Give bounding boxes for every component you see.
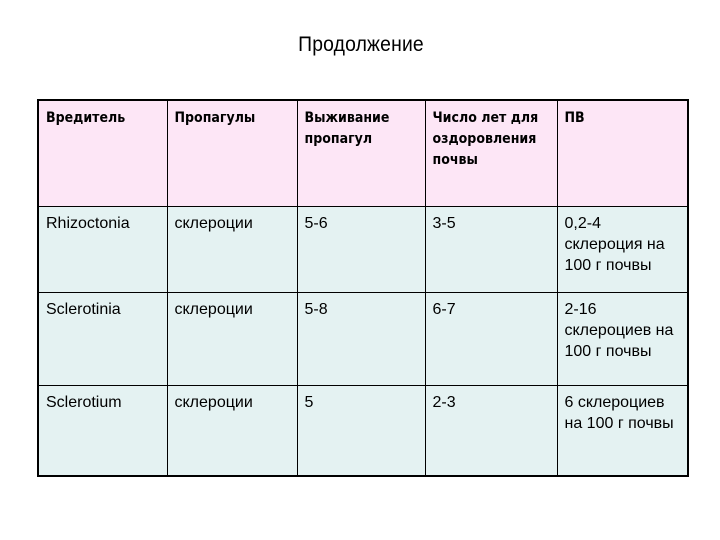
cell-recovery-years: 2-3 — [425, 385, 557, 476]
cell-recovery-years: 6-7 — [425, 292, 557, 385]
header-soil-recovery-years: Число лет для оздоровления почвы — [425, 100, 557, 206]
page-title: Продолжение — [298, 33, 424, 56]
cell-survival: 5-8 — [297, 292, 425, 385]
cell-pest: Sclerotinia — [38, 292, 167, 385]
cell-propagules: склероции — [167, 385, 297, 476]
header-propagule-survival: Выживание пропагул — [297, 100, 425, 206]
cell-recovery-years: 3-5 — [425, 206, 557, 292]
cell-survival: 5 — [297, 385, 425, 476]
cell-pv: 6 склероциев на 100 г почвы — [557, 385, 688, 476]
cell-pest: Rhizoctonia — [38, 206, 167, 292]
cell-pv: 0,2-4 склероция на 100 г почвы — [557, 206, 688, 292]
cell-pest: Sclerotium — [38, 385, 167, 476]
table-row — [38, 206, 688, 292]
table-row — [38, 385, 688, 476]
cell-pv: 2-16 склероциев на 100 г почвы — [557, 292, 688, 385]
cell-survival: 5-6 — [297, 206, 425, 292]
table-header-row — [38, 100, 688, 206]
header-propagules: Пропагулы — [167, 100, 297, 206]
header-pest: Вредитель — [38, 100, 167, 206]
cell-propagules: склероции — [167, 206, 297, 292]
cell-propagules: склероции — [167, 292, 297, 385]
header-pv: ПВ — [557, 100, 688, 206]
table-row — [38, 292, 688, 385]
pest-table — [37, 99, 689, 477]
